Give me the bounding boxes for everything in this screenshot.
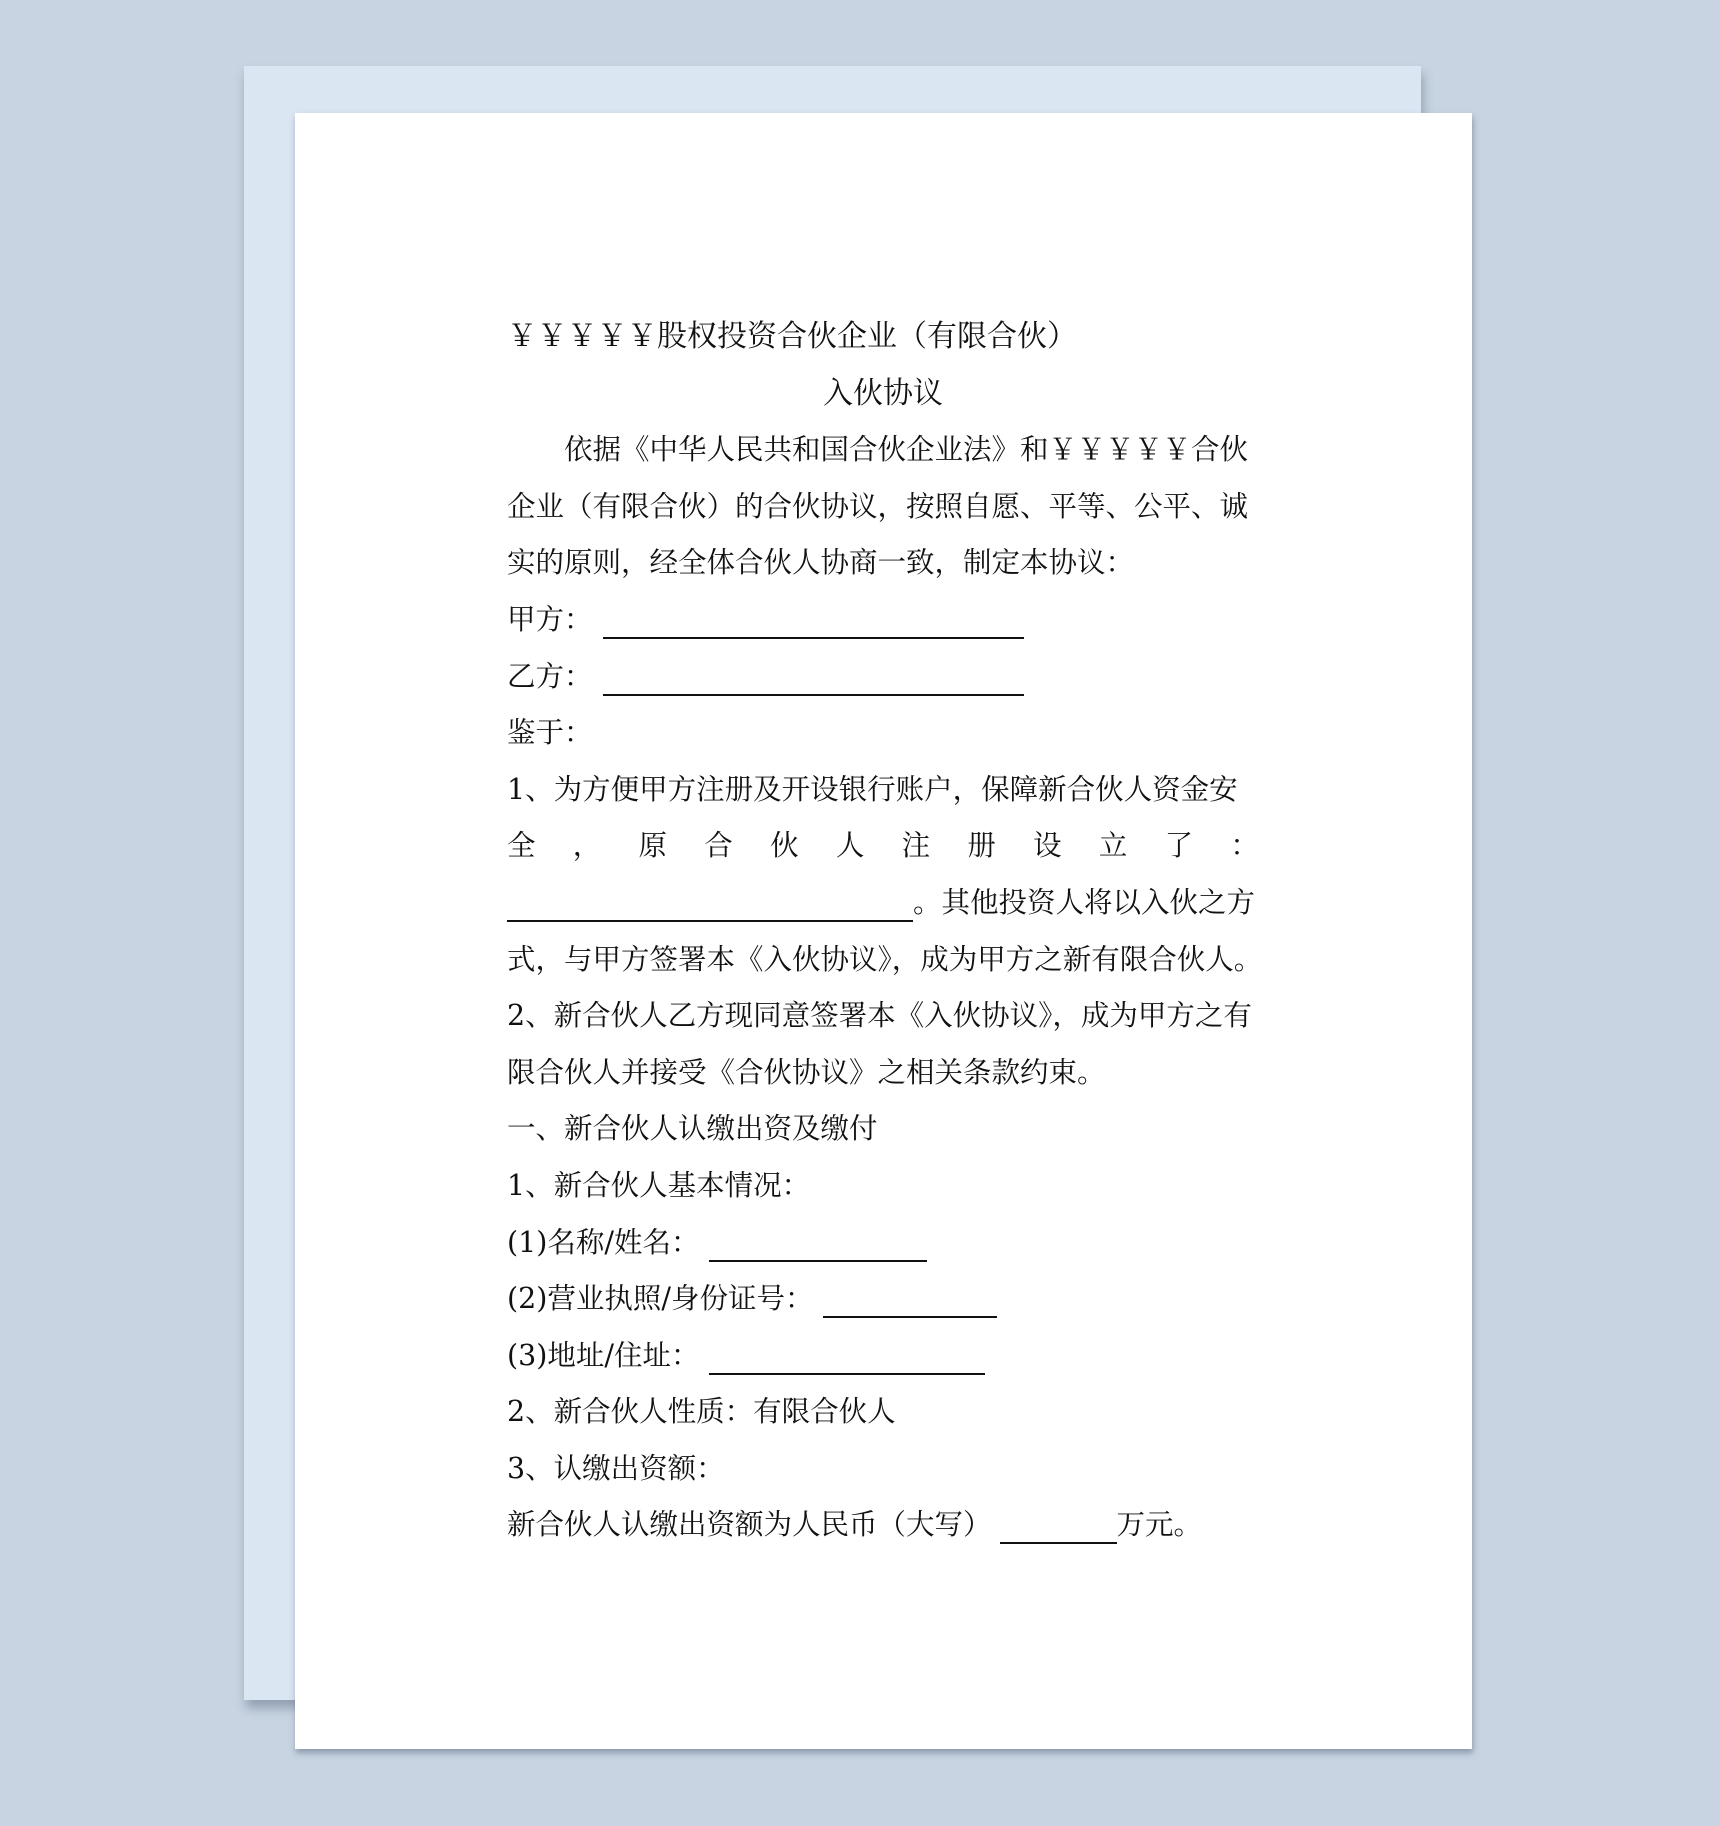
document-title: ￥￥￥￥￥股权投资合伙企业（有限合伙） — [507, 319, 1077, 354]
spread-char: 了 — [1164, 829, 1194, 863]
contribution-suffix: 万元。 — [1116, 1508, 1203, 1542]
field-name-blank[interactable] — [709, 1222, 927, 1262]
spread-char: 册 — [967, 829, 996, 863]
whereas-label: 鉴于： — [507, 716, 593, 750]
whereas-1-line-2 — [507, 818, 1259, 875]
preamble-line-2: 企业（有限合伙）的合伙协议，按照自愿、平等、公平、诚 — [507, 489, 1249, 523]
field-address-label: (3)地址/住址： — [507, 1338, 700, 1372]
whereas-2-line-1: 2、新合伙人乙方现同意签署本《入伙协议》，成为甲方之有 — [507, 999, 1252, 1033]
party-a-label: 甲方： — [507, 602, 593, 636]
item-1-label: 1、新合伙人基本情况： — [507, 1168, 811, 1202]
party-b-blank[interactable] — [603, 656, 1024, 696]
item-3-label: 3、认缴出资额： — [507, 1451, 725, 1485]
contribution-amount-blank[interactable] — [1000, 1504, 1117, 1544]
whereas-2-line-2: 限合伙人并接受《合伙协议》之相关条款约束。 — [507, 1055, 1106, 1089]
front-page-sheet — [295, 113, 1472, 1749]
whereas-1-line-3 — [507, 875, 1259, 932]
spread-char: 合 — [704, 829, 733, 863]
original-company-blank[interactable] — [507, 882, 913, 922]
spread-char: 设 — [1033, 829, 1062, 863]
field-license-blank[interactable] — [823, 1278, 997, 1318]
party-b-label: 乙方： — [507, 659, 593, 693]
spread-char: 人 — [835, 829, 865, 863]
party-b-row — [507, 649, 1259, 706]
preamble-line-3: 实的原则，经全体合伙人协商一致，制定本协议： — [507, 546, 1135, 580]
item-2-partner-type: 2、新合伙人性质：有限合伙人 — [507, 1395, 896, 1429]
spread-char: ： — [1230, 829, 1259, 863]
section-1-heading: 一、新合伙人认缴出资及缴付 — [507, 1112, 878, 1146]
party-a-blank[interactable] — [603, 599, 1024, 639]
contribution-row — [507, 1497, 1259, 1554]
preamble-line-1: 依据《中华人民共和国合伙企业法》和￥￥￥￥￥合伙 — [564, 433, 1249, 467]
contribution-prefix: 新合伙人认缴出资额为人民币（大写） — [507, 1508, 992, 1542]
field-name-label: (1)名称/姓名： — [507, 1225, 700, 1259]
spread-char: ， — [572, 829, 602, 863]
field-license-row — [507, 1271, 1259, 1328]
field-name-row — [507, 1215, 1259, 1272]
whereas-1-line-3-text: 。其他投资人将以入伙之方 — [913, 885, 1256, 919]
whereas-1-line-4: 式，与甲方签署本《入伙协议》，成为甲方之新有限合伙人。 — [507, 942, 1263, 976]
spread-char: 伙 — [770, 829, 799, 863]
spread-char: 立 — [1098, 829, 1128, 863]
field-address-row — [507, 1328, 1259, 1385]
document-body — [507, 309, 1263, 1554]
spread-char: 全 — [507, 829, 536, 863]
spread-char: 注 — [901, 829, 931, 863]
whereas-1-line-1: 1、为方便甲方注册及开设银行账户，保障新合伙人资金安 — [507, 772, 1238, 806]
field-license-label: (2)营业执照/身份证号： — [507, 1282, 814, 1316]
spread-char: 原 — [638, 829, 668, 863]
field-address-blank[interactable] — [709, 1335, 985, 1375]
party-a-row — [507, 592, 1259, 649]
document-subtitle: 入伙协议 — [823, 375, 943, 411]
